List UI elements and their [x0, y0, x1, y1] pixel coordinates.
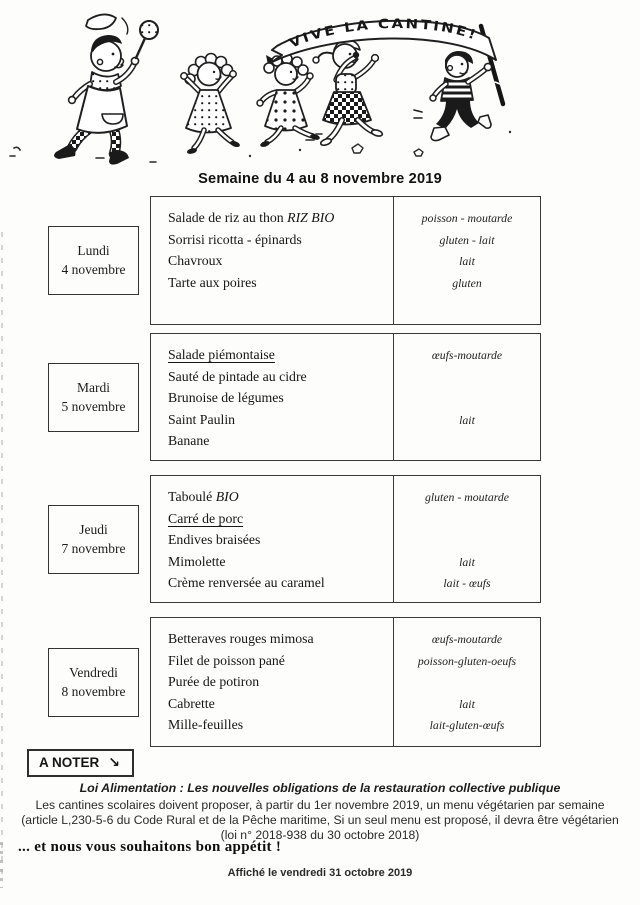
day-date: 4 novembre: [61, 262, 126, 277]
allergen-column: [393, 334, 540, 460]
allergen-column: [393, 197, 540, 324]
day-name: Lundi: [77, 243, 110, 258]
allergen-column: [393, 476, 540, 602]
dish-name: Chavroux: [168, 253, 223, 268]
down-right-arrow-icon: ↘: [108, 754, 120, 770]
dish-name: Mille-feuilles: [168, 717, 244, 732]
allergen-label: lait: [459, 412, 475, 427]
allergen-label: œufs-moutarde: [431, 632, 503, 646]
dish-name: Taboulé BIO: [168, 489, 239, 504]
law-text-line-1: Les cantines scolaires doivent proposer, à partir du 1er novembre 2019, un menu végétarien par semaine: [35, 798, 605, 812]
allergen-label: lait-gluten-œufs: [429, 718, 505, 732]
law-text-line-2: (article L,230-5-6 du Code Rural et de la Pêche maritime, Si un seul menu est proposé, il devra être végétarien: [21, 813, 619, 827]
allergen-label: [394, 391, 540, 413]
day-label-box: [48, 226, 139, 295]
allergen-label: [394, 370, 540, 392]
dish-column: [151, 476, 393, 602]
dish-name: Purée de potiron: [168, 674, 260, 689]
allergen-label: lait: [459, 696, 475, 711]
day-date: 5 novembre: [61, 398, 126, 414]
scan-artifact-left-edge: [1, 232, 3, 882]
day-date: 7 novembre: [61, 540, 126, 556]
dish-name: Salade piémontaise: [168, 347, 275, 362]
dish-name: Endives braisées: [168, 532, 261, 547]
allergen-label: gluten: [452, 275, 482, 290]
bon-appetit-line: ... et nous vous souhaitons bon appétit !: [18, 839, 282, 855]
dish-name: Sauté de pintade au cidre: [168, 368, 307, 384]
dish-name: Betteraves rouges mimosa: [168, 631, 314, 646]
day-label-box: [48, 363, 139, 432]
week-title: Semaine du 4 au 8 novembre 2019: [198, 171, 442, 187]
day-menu-section: [48, 196, 541, 325]
law-heading: Loi Alimentation : Les nouvelles obligations de la restauration collective publique: [79, 781, 561, 795]
menu-table: [150, 617, 541, 747]
menu-table: [150, 333, 541, 461]
allergen-column: [393, 618, 540, 746]
day-menu-section: [48, 333, 541, 461]
allergen-label: œufs-moutarde: [431, 348, 503, 362]
dish-name: Cabrette: [168, 695, 215, 711]
dish-name: Brunoise de légumes: [168, 390, 284, 405]
note-box: [27, 749, 134, 777]
dish-name: Filet de poisson pané: [168, 652, 285, 668]
note-label: A NOTER: [39, 755, 100, 770]
scan-artifact-corner: [0, 842, 3, 888]
allergen-label: gluten - moutarde: [424, 490, 510, 504]
law-text-line-3: (loi n° 2018-938 du 30 octobre 2018): [220, 828, 420, 842]
day-name: Vendredi: [69, 664, 118, 680]
allergen-label: gluten - lait: [439, 232, 495, 247]
allergen-label: [394, 675, 540, 697]
allergen-label: [394, 512, 540, 534]
day-label-box: [48, 505, 139, 574]
allergen-label: poisson-gluten-oeufs: [417, 653, 517, 668]
allergen-label: lait: [459, 254, 475, 268]
dish-name: Salade de riz au thon RIZ BIO: [168, 210, 335, 225]
dish-column: [151, 618, 393, 746]
menu-table: [150, 475, 541, 603]
day-name: Jeudi: [79, 521, 108, 537]
day-menu-section: [48, 617, 541, 747]
dish-column: [151, 197, 393, 324]
day-date: 8 novembre: [61, 683, 126, 699]
banner-text: VIVE LA CANTINE!: [287, 16, 479, 52]
allergen-label: [394, 533, 540, 555]
dish-name: Crème renversée au caramel: [168, 575, 325, 590]
dish-name: Carré de porc: [168, 510, 244, 526]
day-label-box: [48, 648, 139, 717]
dish-name: Sorrisi ricotta - épinards: [168, 231, 302, 247]
allergen-label: poisson - moutarde: [421, 211, 513, 225]
dish-name: Tarte aux poires: [168, 274, 257, 290]
dish-name: Banane: [168, 433, 210, 448]
dish-name: Saint Paulin: [168, 411, 236, 427]
allergen-label: [394, 434, 540, 456]
day-name: Mardi: [77, 379, 110, 395]
dish-name: Mimolette: [168, 553, 226, 569]
allergen-label: lait - œufs: [443, 576, 491, 590]
day-menu-section: [48, 475, 541, 603]
dish-column: [151, 334, 393, 460]
posted-date: Affiché le vendredi 31 octobre 2019: [227, 867, 413, 879]
allergen-label: lait: [459, 554, 475, 569]
menu-table: [150, 196, 541, 325]
